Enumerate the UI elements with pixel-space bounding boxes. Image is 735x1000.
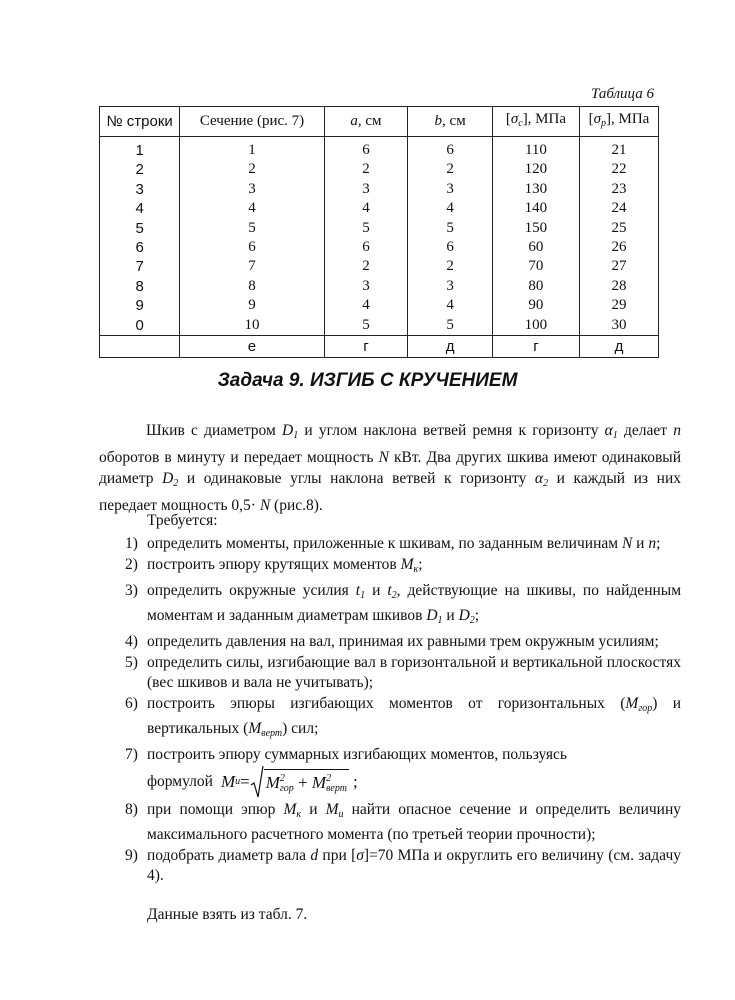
- table-row: [100, 137, 659, 161]
- table-cell: 25: [579, 219, 658, 238]
- table-cell: 5: [324, 219, 408, 238]
- table-cell: 9: [180, 296, 324, 315]
- table-cell: 2: [408, 257, 493, 276]
- list-item: 3) определить окружные усилия $t_1$ и $t_2$, действующие на шкивы, по найденным моментам и заданным диаметрам шкивов $D_1$ и $D_2$;: [125, 582, 682, 626]
- list-item: 9) подобрать диаметр вала d при [σ]=70 МПа и округлить его величину (см. задачу 4).: [125, 847, 681, 884]
- header-b: b, см: [408, 107, 493, 137]
- table-cell: 3: [324, 277, 408, 296]
- table-cell: 8: [100, 277, 180, 296]
- header-a: a, см: [324, 107, 408, 137]
- table-cell: 4: [180, 199, 324, 218]
- table-cell: 100: [492, 316, 579, 336]
- header-sigma-c: $[\sigma_c]$, МПа: [492, 107, 579, 137]
- table-cell: 3: [324, 180, 408, 199]
- table-cell: 6: [324, 238, 408, 257]
- table-cell: 2: [408, 160, 493, 179]
- data-source-note: Данные взять из табл. 7.: [147, 906, 308, 923]
- table-row: [100, 257, 659, 276]
- table-footer-row: [100, 336, 659, 358]
- table-cell: 0: [100, 316, 180, 336]
- table-cell: 4: [324, 199, 408, 218]
- table-cell: 130: [492, 180, 579, 199]
- table-cell: 7: [180, 257, 324, 276]
- table-cell: 5: [324, 316, 408, 336]
- table-cell: 6: [408, 238, 493, 257]
- table-cell: 9: [100, 296, 180, 315]
- table-cell: 7: [100, 257, 180, 276]
- list-item: 7) построить эпюру суммарных изгибающих моментов, пользуясь формулой M и = M 2 гор + M 2 верт ;: [99, 745, 681, 799]
- header-section: Сечение (рис. 7): [180, 107, 324, 137]
- table-caption: Таблица 6: [591, 86, 654, 102]
- sqrt-icon: [250, 765, 264, 799]
- table-cell: 2: [324, 160, 408, 179]
- table-row: [100, 219, 659, 238]
- list-item: 6) построить эпюры изгибающих моментов от горизонтальных $(M_{гор})$ и вертикальных $(M_{верт})$ сил;: [125, 695, 681, 739]
- table-cell: 6: [180, 238, 324, 257]
- table-cell: 70: [492, 257, 579, 276]
- task-list: [99, 534, 681, 887]
- table-cell: 5: [408, 219, 493, 238]
- header-sigma-p: $[\sigma_p]$, МПа: [579, 107, 658, 137]
- list-item: 1) определить моменты, приложенные к шкивам, по заданным величинам N и n;: [125, 535, 661, 552]
- table-row: [100, 180, 659, 199]
- table-header-row: [100, 107, 659, 137]
- table-cell: 6: [408, 137, 493, 161]
- list-item: 8) при помощи эпюр $M_к$ и $M_и$ найти опасное сечение и определить величину максимального расчетного момента (по третьей теории прочности);: [125, 801, 682, 843]
- table-cell: 3: [100, 180, 180, 199]
- table-cell: 10: [180, 316, 324, 336]
- table-cell: 28: [579, 277, 658, 296]
- header-row-no: № строки: [100, 107, 180, 137]
- table-cell: 2: [324, 257, 408, 276]
- table-row: [100, 277, 659, 296]
- table-row: [100, 199, 659, 218]
- table-row: [100, 296, 659, 315]
- table-cell: 1: [180, 137, 324, 161]
- table-cell: 4: [100, 199, 180, 218]
- table-cell: 5: [100, 219, 180, 238]
- footer-cell: г: [492, 336, 579, 358]
- list-item: 2) построить эпюру крутящих моментов $M_к$;: [125, 556, 423, 575]
- table-cell: 2: [100, 160, 180, 179]
- table-cell: 4: [408, 296, 493, 315]
- problem-intro: Шкив с диаметром $D_1$ и углом наклона ветвей ремня к горизонту $\alpha_1$ делает n оборотов в минуту и передает мощность N кВт. Два других шкива имеют одинаковый диаметр $D_2$ и одинаковые углы наклона ветвей к горизонту $\alpha_2$ и каждый из них передает мощность 0,5· N (рис.8).: [99, 422, 681, 514]
- table-cell: 5: [408, 316, 493, 336]
- table-cell: 60: [492, 238, 579, 257]
- footer-cell: е: [180, 336, 324, 358]
- table-cell: 6: [100, 238, 180, 257]
- table-cell: 30: [579, 316, 658, 336]
- footer-cell: г: [324, 336, 408, 358]
- required-heading: Требуется:: [147, 512, 218, 529]
- table-row: [100, 316, 659, 336]
- problem-title: Задача 9. ИЗГИБ С КРУЧЕНИЕМ: [217, 370, 518, 391]
- table-cell: 1: [100, 137, 180, 161]
- table-cell: 110: [492, 137, 579, 161]
- table-cell: 4: [408, 199, 493, 218]
- bending-moment-formula: M и = M 2 гор + M 2 верт ;: [221, 765, 358, 799]
- table-cell: 21: [579, 137, 658, 161]
- footer-cell: д: [408, 336, 493, 358]
- table-cell: 8: [180, 277, 324, 296]
- table-cell: 29: [579, 296, 658, 315]
- table-cell: 90: [492, 296, 579, 315]
- table-cell: 4: [324, 296, 408, 315]
- data-table: [99, 106, 659, 358]
- list-item: 4) определить давления на вал, принимая их равными трем окружным усилиям;: [125, 633, 659, 650]
- table-cell: 24: [579, 199, 658, 218]
- list-item: 5) определить силы, изгибающие вал в горизонтальной и вертикальной плоскостях (вес шкивов и вала не учитывать);: [125, 654, 681, 691]
- table-cell: 26: [579, 238, 658, 257]
- table-cell: 140: [492, 199, 579, 218]
- table-cell: 80: [492, 277, 579, 296]
- footer-cell: д: [579, 336, 658, 358]
- footer-cell: [100, 336, 180, 358]
- table-cell: 6: [324, 137, 408, 161]
- table-cell: 3: [408, 180, 493, 199]
- table-cell: 3: [408, 277, 493, 296]
- table-row: [100, 238, 659, 257]
- table-cell: 3: [180, 180, 324, 199]
- table-cell: 120: [492, 160, 579, 179]
- table-cell: 150: [492, 219, 579, 238]
- table-cell: 23: [579, 180, 658, 199]
- table-cell: 5: [180, 219, 324, 238]
- table-cell: 22: [579, 160, 658, 179]
- table-cell: 27: [579, 257, 658, 276]
- table-row: [100, 160, 659, 179]
- table-cell: 2: [180, 160, 324, 179]
